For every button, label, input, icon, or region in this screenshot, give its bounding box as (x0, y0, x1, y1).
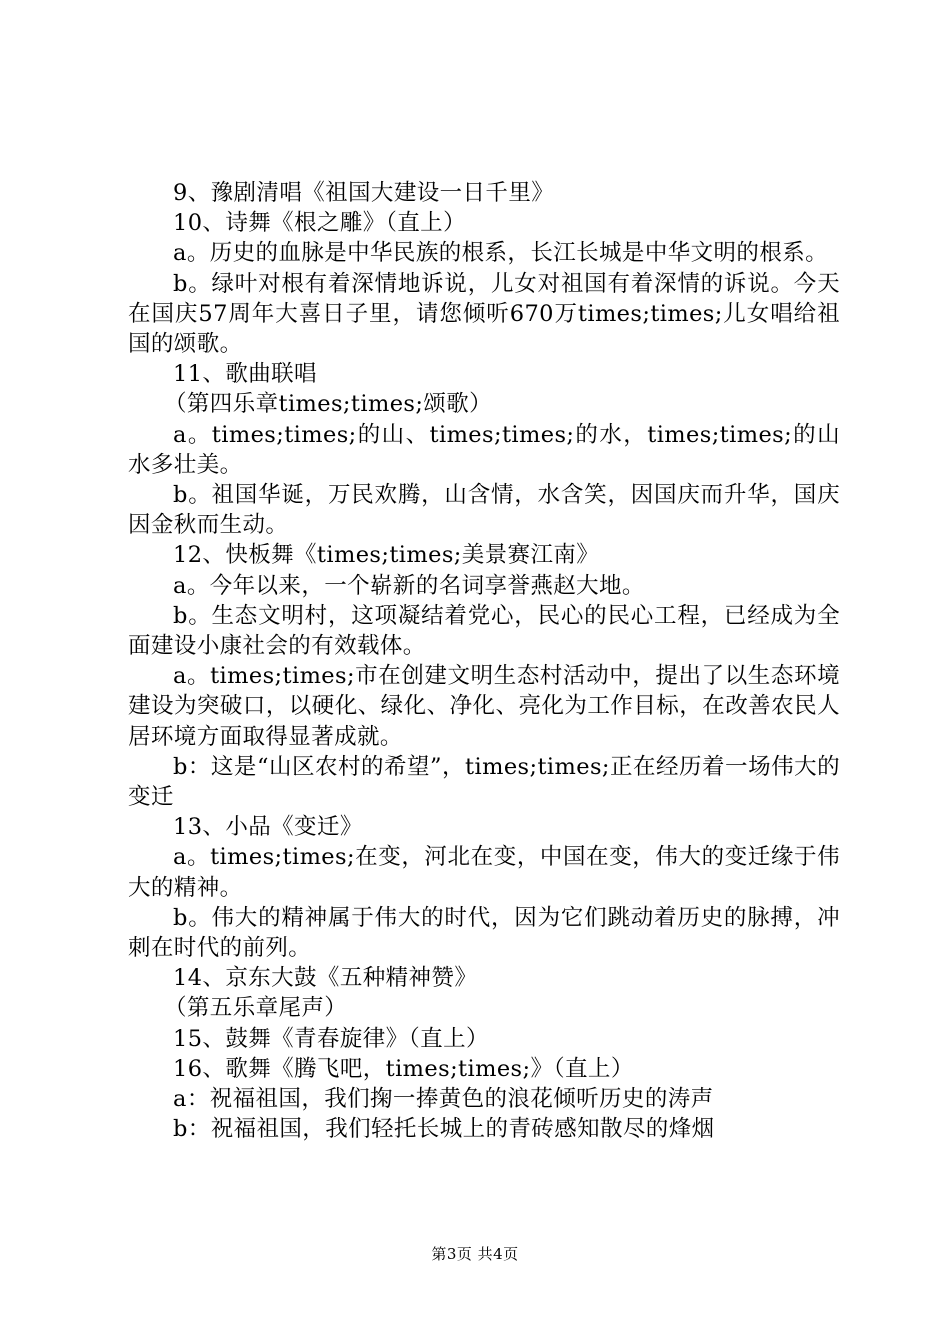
narration-line: a。times;times;在变，河北在变，中国在变，伟大的变迁缘于伟大的精神。 (128, 844, 840, 901)
program-item-9: 9、豫剧清唱《祖国大建设一日千里》 (173, 180, 555, 206)
program-item-12: 12、快板舞《times;times;美景赛江南》 (173, 542, 600, 569)
program-item-14: 14、京东大鼓《五种精神赞》 (173, 965, 478, 992)
program-item-16: 16、歌舞《腾飞吧，times;times;》（直上） (173, 1055, 634, 1082)
movement-heading: （第四乐章times;times;颂歌） (164, 391, 493, 418)
program-item-11: 11、歌曲联唱 (173, 361, 317, 388)
narration-line: b。伟大的精神属于伟大的时代，因为它们跳动着历史的脉搏，冲刺在时代的前列。 (128, 904, 840, 962)
page-number-footer: 第3页 共4页 (431, 1245, 519, 1263)
narration-line: b。祖国华诞，万民欢腾，山含情，水含笑，因国庆而升华，国庆因金秋而生动。 (128, 482, 840, 539)
narration-line: a：祝福祖国，我们掬一捧黄色的浪花倾听历史的涛声 (173, 1086, 714, 1113)
narration-line: a。times;times;市在创建文明生态村活动中，提出了以生态环境建设为突破口，以硬化、绿化、净化、亮化为工作目标，在改善农民人居环境方面取得显著成就。 (128, 663, 840, 750)
narration-line: b：这是“山区农村的希望”，times;times;正在经历着一场伟大的变迁 (128, 753, 840, 811)
program-item-13: 13、小品《变迁》 (173, 814, 363, 841)
program-item-15: 15、鼓舞《青春旋律》（直上） (173, 1025, 489, 1052)
narration-line: b：祝福祖国，我们轻托长城上的青砖感知散尽的烽烟 (173, 1116, 715, 1143)
narration-line: b。生态文明村，这项凝结着党心，民心的民心工程，已经成为全面建设小康社会的有效载体。 (128, 602, 840, 660)
narration-line: a。历史的血脉是中华民族的根系，长江长城是中华文明的根系。 (173, 240, 829, 267)
narration-line: b。绿叶对根有着深情地诉说，儿女对祖国有着深情的诉说。今天在国庆57周年大喜日子里，请您倾听670万times;times;儿女唱给祖国的颂歌。 (128, 270, 840, 358)
narration-line: a。times;times;的山、times;times;的水，times;times;的山水多壮美。 (128, 421, 840, 478)
movement-heading: （第五乐章尾声） (164, 995, 348, 1022)
narration-line: a。今年以来，一个崭新的名词享誉燕赵大地。 (173, 572, 645, 599)
program-item-10: 10、诗舞《根之雕》（直上） (173, 210, 466, 237)
document-body (128, 178, 840, 1145)
